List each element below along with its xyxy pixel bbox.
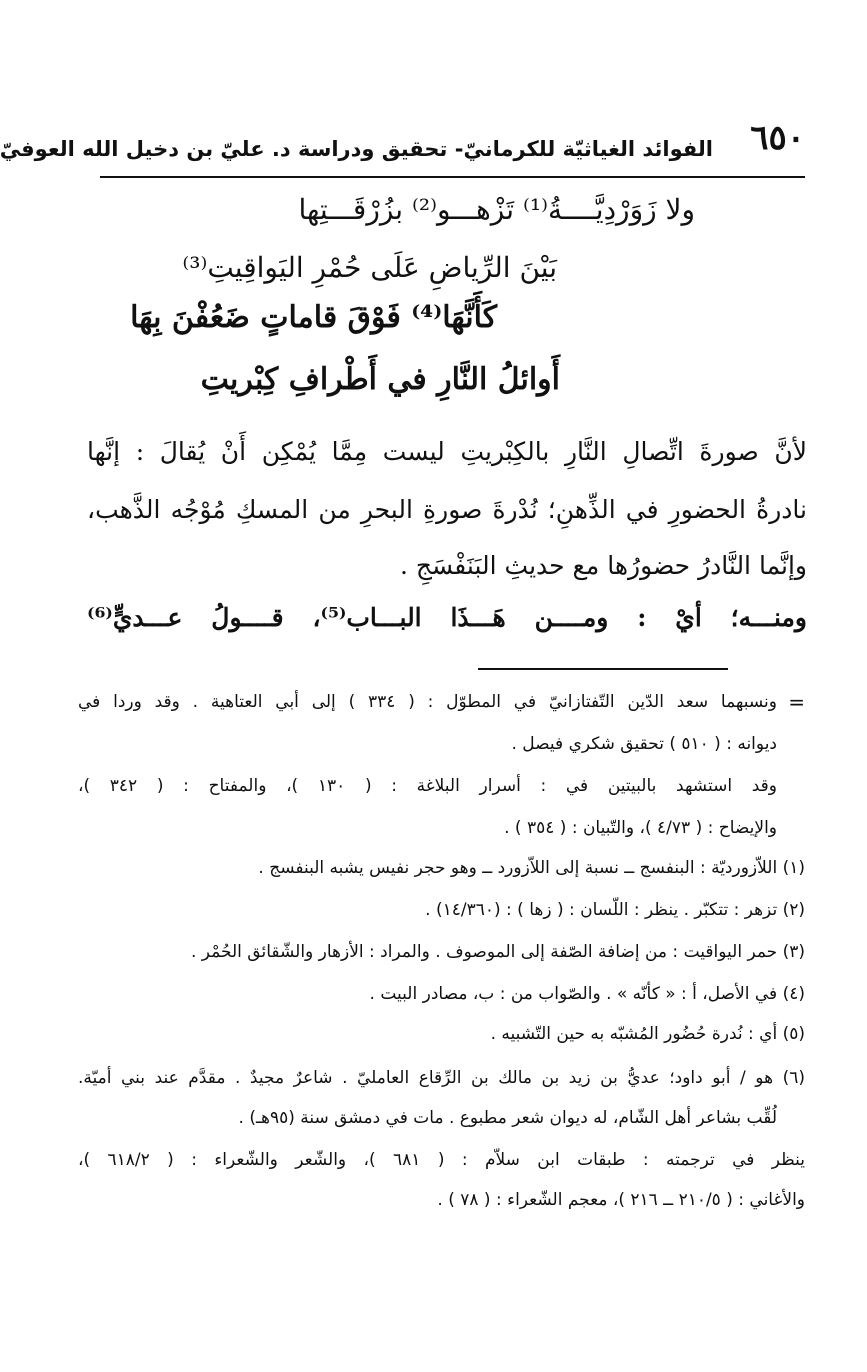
header-rule (100, 176, 805, 178)
footnote-cont-line-1: ونسبهما سعد الدّين التّفتازانيّ في المطوّل : ( ٣٣٤ ) إلى أبي العتاهية . وقد وردا في (78, 692, 777, 712)
footnote-5: (٥) أي : نُدرة حُضُور المُشبّه به حين التّشبيه . (490, 1024, 805, 1044)
footnote-continuation-mark: = (788, 690, 805, 714)
footnote-2: (٢) تزهر : تتكبّر . ينظر : اللّسان : ( زها ) : (١٤/٣٦٠) . (425, 900, 805, 920)
header-title: الفوائد الغياثيّة للكرمانيّ- تحقيق ودراسة د. عليّ بن دخيل الله العوفيّ (0, 137, 713, 161)
running-header (0, 118, 805, 174)
footnote-6-line-3: ينظر في ترجمته : طبقات ابن سلاّم : ( ٦٨١ )، والشّعر والشّعراء : ( ٦١٨/٢ )، (78, 1150, 805, 1170)
verse-line-3: كَأَنَّهَا⁽⁴⁾ فَوْقَ قاماتٍ ضَعُفْنَ بِهَا (130, 300, 497, 335)
footnote-cont-line-2: ديوانه : ( ٥١٠ ) تحقيق شكري فيصل . (511, 734, 777, 754)
footnote-rule (478, 668, 728, 670)
footnote-4: (٤) في الأصل، أ : « كأنّه » . والصّواب من : ب، مصادر البيت . (369, 984, 805, 1004)
footnote-3: (٣) حمر اليواقيت : من إضافة الصّفة إلى الموصوف . والمراد : الأزهار والشّقائق الحُمْر . (191, 942, 805, 962)
body-line-3: وإنَّما النَّادرُ حضورُها مع حديثِ البَنَفْسَجِ . (399, 551, 807, 580)
body-line-4: ومنـــه؛ أيْ : ومــــن هَـــذَا البـــاب⁽⁵⁾، قــــولُ عـــديٍّ⁽⁶⁾ (87, 603, 807, 632)
footnote-cont-line-3: وقد استشهد بالبيتين في : أسرار البلاغة : ( ١٣٠ )، والمفتاح : ( ٣٤٢ )، (78, 776, 778, 796)
verse-line-1: ولا زَوَرْدِيَّــــةُ⁽¹⁾ تَزْهـــو⁽²⁾ بزُرْقَـــتِها (298, 193, 695, 226)
verse-line-2: بَيْنَ الرِّياضِ عَلَى حُمْرِ اليَواقِيتِ⁽³⁾ (182, 251, 557, 284)
body-line-2: نادرةُ الحضورِ في الذِّهنِ؛ نُدْرةَ صورةِ البحرِ من المسكِ مُوْجُه الذَّهب، (87, 495, 807, 524)
body-line-1: لأنَّ صورةَ اتِّصالِ النَّارِ بالكِبْريتِ ليست مِمَّا يُمْكِن أَنْ يُقالَ : إنَّها (87, 437, 807, 466)
footnote-6-line-4: والأغاني : ( ٢١٠/٥ ــ ٢١٦ )، معجم الشّعراء : ( ٧٨ ) . (437, 1190, 805, 1210)
footnote-cont-line-4: والإيضاح : ( ٤/٧٣ )، والتّبيان : ( ٣٥٤ ) . (504, 818, 777, 838)
page-number: ٦٥٠ (750, 118, 805, 158)
footnote-6-line-2: لُقِّب بشاعر أهل الشّام، له ديوان شعر مطبوع . مات في دمشق سنة (٩٥هـ) . (238, 1108, 777, 1128)
verse-line-4: أَوائلُ النَّارِ في أَطْرافِ كِبْريتِ (200, 362, 560, 397)
footnote-1: (١) اللاّزورديّة : البنفسج ــ نسبة إلى اللاّزورد ــ وهو حجر نفيس يشبه البنفسج . (258, 858, 805, 878)
footnote-6-line-1: (٦) هو / أبو داود؛ عديُّ بن زيد بن مالك بن الرِّقاع العامليّ . شاعرٌ مجيدٌ . مقدَّم عند بني أميّة. (78, 1068, 805, 1088)
